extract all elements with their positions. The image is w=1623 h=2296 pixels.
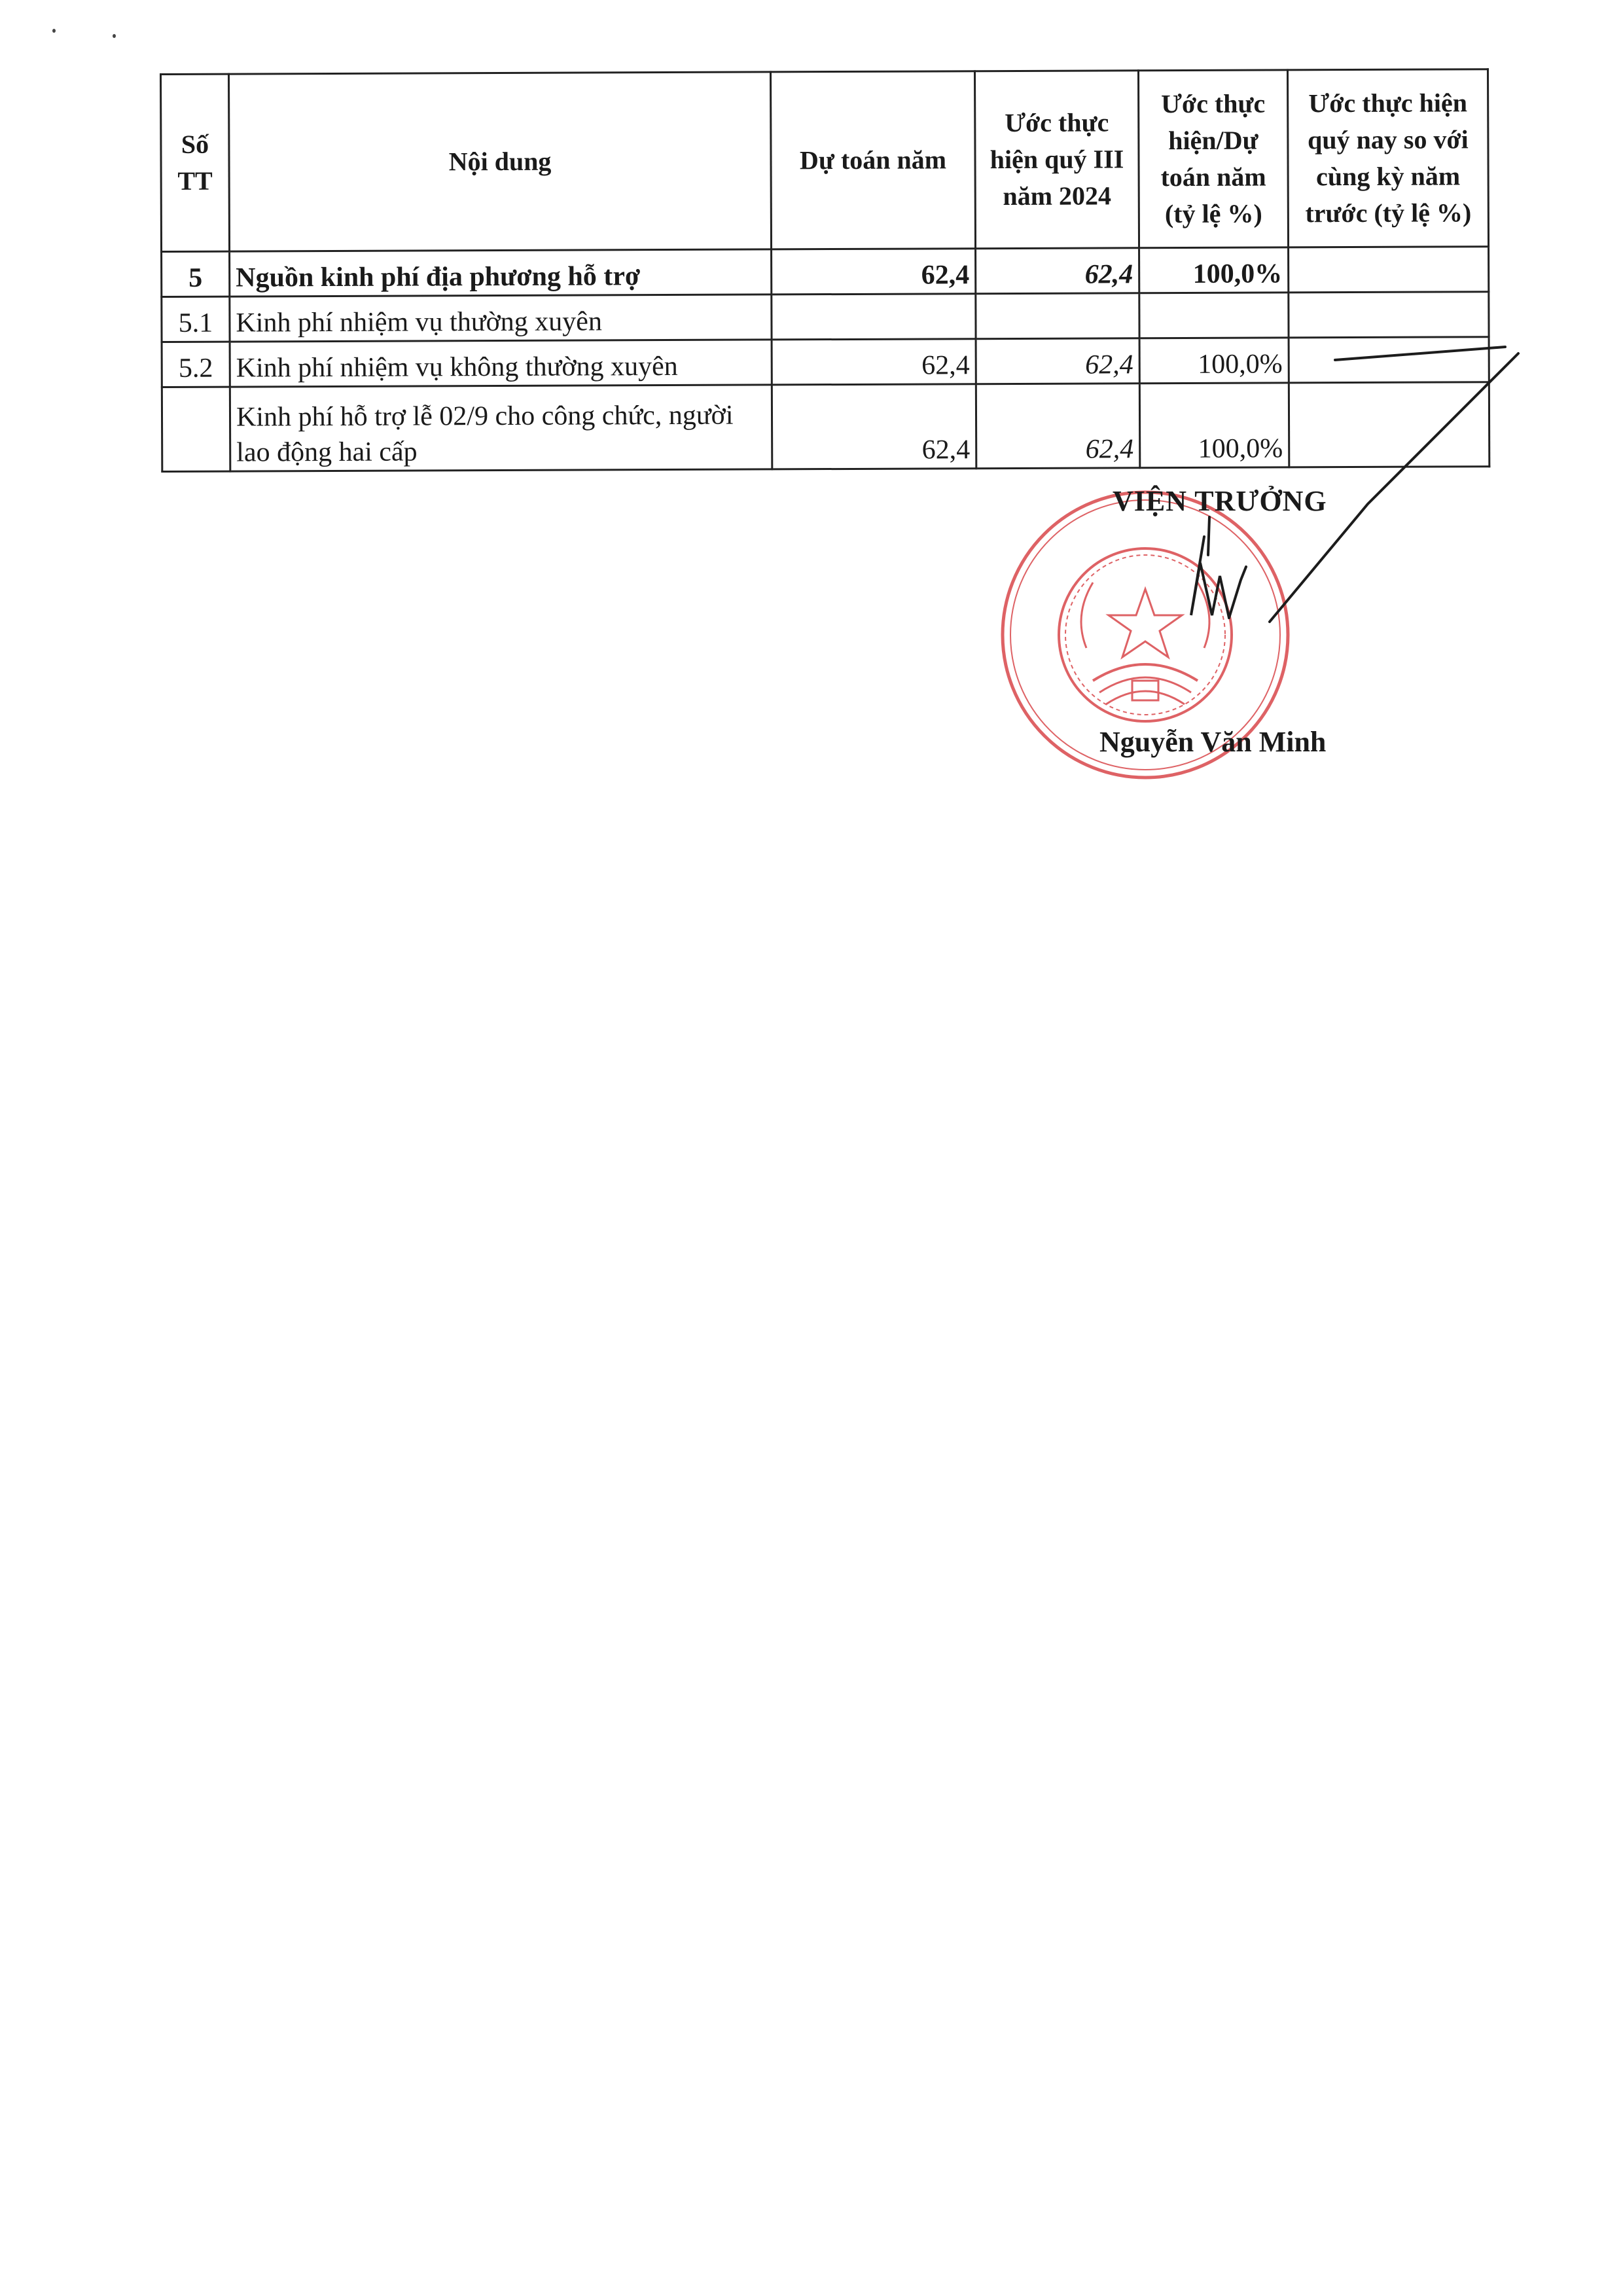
signer-title: VIỆN TRƯỞNG (1113, 485, 1327, 517)
cell-content: Kinh phí nhiệm vụ thường xuyên (230, 295, 772, 342)
signature-block (982, 478, 1427, 792)
cell-annual-estimate: 62,4 (772, 384, 976, 469)
cell-q3-estimate: 62,4 (976, 248, 1139, 294)
table-row (162, 292, 1489, 342)
cell-ratio-yoy (1289, 292, 1489, 338)
cell-ratio-yoy (1289, 247, 1489, 293)
cell-stt: 5.2 (162, 342, 230, 387)
budget-table (160, 68, 1490, 473)
cell-ratio-to-estimate: 100,0% (1139, 383, 1289, 468)
cell-ratio-yoy (1289, 382, 1489, 467)
cell-content: Kinh phí hỗ trợ lễ 02/9 cho công chức, người lao động hai cấp (230, 385, 772, 471)
cell-ratio-yoy (1289, 337, 1489, 383)
cell-q3-estimate: 62,4 (976, 338, 1139, 384)
cell-ratio-to-estimate: 100,0% (1139, 338, 1289, 384)
cell-q3-estimate: 62,4 (976, 384, 1139, 469)
table-row (162, 382, 1489, 472)
scan-speck (113, 34, 116, 38)
cell-annual-estimate: 62,4 (772, 339, 976, 385)
scan-speck (52, 29, 56, 33)
table-row (162, 247, 1489, 297)
cell-ratio-to-estimate: 100,0% (1139, 247, 1289, 293)
header-q3-estimate: Ước thực hiện quý III năm 2024 (974, 71, 1139, 249)
header-ratio-yoy: Ước thực hiện quý nay so với cùng kỳ năm trước (tỷ lệ %) (1287, 69, 1488, 247)
cell-q3-estimate (976, 293, 1139, 339)
cell-stt: 5.1 (162, 296, 230, 342)
cell-annual-estimate: 62,4 (772, 249, 976, 295)
cell-annual-estimate (772, 294, 976, 340)
header-ratio-to-estimate: Ước thực hiện/Dự toán năm (tỷ lệ %) (1138, 70, 1288, 248)
header-annual-estimate: Dự toán năm (770, 71, 975, 249)
table-header-row (161, 69, 1489, 252)
cell-ratio-to-estimate (1139, 293, 1289, 338)
table-row (162, 337, 1489, 387)
signer-name: Nguyễn Văn Minh (1099, 726, 1327, 758)
cell-stt: 5 (162, 251, 230, 296)
header-content: Nội dung (229, 72, 772, 251)
cell-content: Kinh phí nhiệm vụ không thường xuyên (230, 340, 772, 387)
cell-stt (162, 387, 230, 471)
cell-content: Nguồn kinh phí địa phương hỗ trợ (230, 249, 772, 296)
header-stt: Số TT (161, 74, 230, 251)
